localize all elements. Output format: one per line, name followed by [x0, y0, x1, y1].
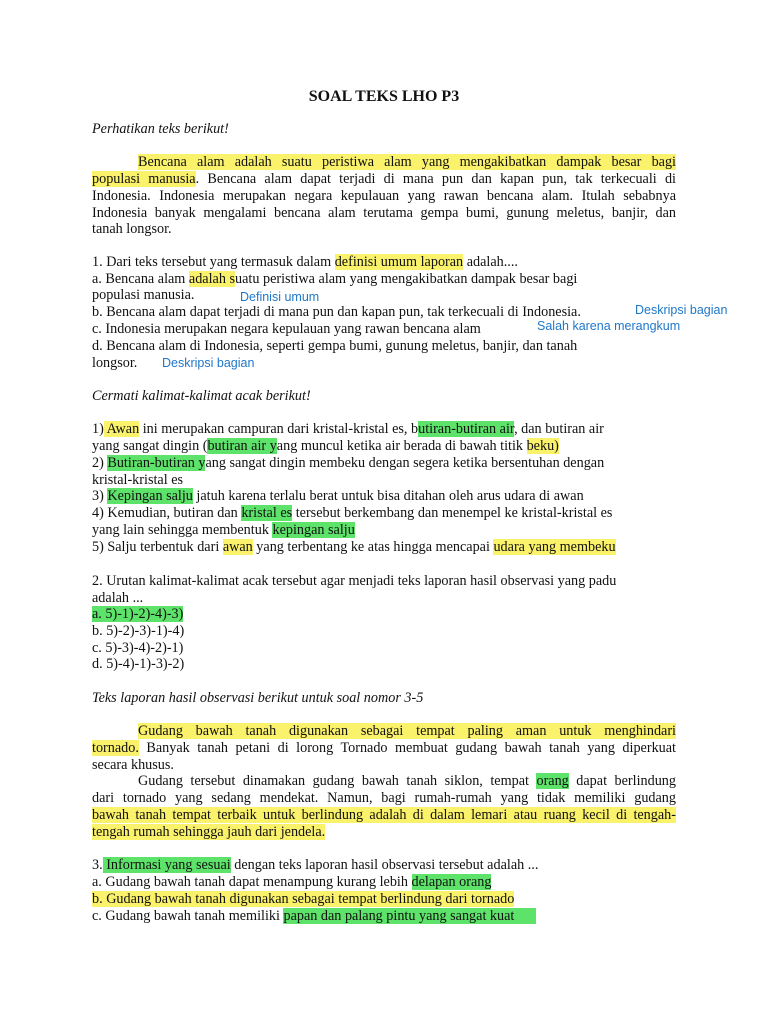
text: 3. [92, 857, 103, 873]
q1-option-b: b. Bencana alam dapat terjadi di mana pun dan kapan pun, tak terkecuali di Indonesia. [92, 304, 581, 320]
q2-option-a [92, 606, 183, 623]
sentence-4 [92, 505, 612, 522]
text: tersebut berkembang dan menempel ke kristal-kristal es [292, 505, 613, 521]
highlight: butiran air y [207, 438, 277, 454]
text: 1. Dari teks tersebut yang termasuk dalam [92, 254, 335, 270]
q3-stem [92, 857, 538, 874]
text: Gudang tersebut dinamakan gudang bawah tanah siklon, tempat [138, 773, 537, 789]
q1-stem [92, 254, 518, 271]
p2-line-5: dari tornado yang sedang mendekat. Namun, bagi rumah-rumah yang tidak memiliki gudang [92, 790, 676, 806]
text: uatu peristiwa alam yang mengakibatkan dampak besar bagi [235, 271, 578, 287]
p2-line-1 [92, 723, 676, 740]
q3-option-a [92, 874, 491, 891]
highlight: papan dan palang pintu yang sangat kuat [283, 908, 536, 924]
text: , dan butiran air [514, 421, 604, 437]
text: ang muncul ketika air berada di bawah titik [276, 438, 527, 454]
text: i atau ruang kecil di tengah- [503, 807, 676, 823]
q2-stem-line-2: adalah ... [92, 590, 144, 606]
text: 2) [92, 455, 108, 471]
text: 3) [92, 488, 108, 504]
q1-option-a-line-2: populasi manusia. [92, 287, 195, 303]
p2-line-3: secara khusus. [92, 757, 174, 773]
q2-option-d: d. 5)-4)-1)-3)-2) [92, 656, 185, 672]
sentence-2-line-2: kristal-kristal es [92, 472, 184, 488]
q1-option-c: c. Indonesia merupakan negara kepulauan yang rawan bencana alam [92, 321, 481, 337]
text: ini merupakan campuran dari kristal-kristal es, b [139, 421, 419, 437]
text: Banyak tanah petani di lorong Tornado membuat gudang bawah tanah yang diperkuat [138, 740, 676, 756]
p2-line-2 [92, 740, 676, 757]
highlight: utiran-butiran air [418, 421, 515, 437]
text: . Bencana alam dapat terjadi di mana pun dan kapan pun, tak terkecuali di [195, 171, 676, 187]
highlight: kepingan salju [272, 522, 355, 538]
highlight: Informasi yang sesuai [102, 857, 231, 873]
highlight: Kepingan salju [107, 488, 193, 504]
highlight: udara yang membeku [493, 539, 616, 555]
p1-line-5: tanah longsor. [92, 221, 172, 237]
highlight: beku) [526, 438, 559, 454]
instruction-2: Cermati kalimat-kalimat acak berikut! [92, 388, 311, 404]
sentence-5 [92, 539, 616, 556]
highlight: b. Gudang bawah tanah digunakan sebagai tempat berlindung dari tornado [92, 891, 515, 907]
text: jatuh karena terlalu berat untuk bisa ditahan oleh arus udara di awan [192, 488, 584, 504]
document-title: SOAL TEKS LHO P3 [308, 88, 460, 105]
sentence-4-line-2 [92, 522, 355, 539]
text: dapat berlindung [568, 773, 676, 789]
p2-line-4 [92, 773, 676, 790]
highlight: awan [222, 539, 253, 555]
sentence-1-line-2 [92, 438, 559, 455]
highlight: orang [536, 773, 569, 789]
highlight: populasi manusia [92, 171, 196, 187]
instruction-1: Perhatikan teks berikut! [92, 121, 229, 137]
annotation-definisi: Definisi umum [240, 290, 320, 304]
text: a. Gudang bawah tanah dapat menampung kurang lebih [92, 874, 412, 890]
q3-option-b [92, 891, 514, 908]
q1-option-d: d. Bencana alam di Indonesia, seperti gempa bumi, gunung meletus, banjir, dan tanah [92, 338, 578, 354]
highlight: kristal es [241, 505, 293, 521]
q1-option-d-line-2: longsor. [92, 355, 138, 371]
highlight: Gudang bawah tanah digunakan sebagai tempat paling aman untuk menghindari [138, 723, 676, 739]
instruction-3: Teks laporan hasil observasi berikut untuk soal nomor 3-5 [92, 690, 424, 706]
p2-line-7 [92, 824, 325, 841]
annotation-deskripsi-b: Deskripsi bagian [635, 303, 728, 317]
q2-stem: 2. Urutan kalimat-kalimat acak tersebut agar menjadi teks laporan hasil observasi yang padu [92, 573, 617, 589]
sentence-2 [92, 455, 604, 472]
annotation-deskripsi-d: Deskripsi bagian [162, 356, 255, 370]
highlight: Butiran-butiran y [107, 455, 206, 471]
p1-line-2 [92, 171, 676, 188]
q2-option-c: c. 5)-3)-4)-2)-1) [92, 640, 184, 656]
highlight: tengah rumah sehingga jauh dari jendela. [92, 824, 326, 840]
p2-line-6 [92, 807, 676, 824]
p1-line-4: Indonesia banyak mengalami bencana alam terutama gempa bumi, gunung meletus, banjir, dan [92, 205, 676, 221]
text: ang sangat dingin membeku dengan segera ketika bersentuhan dengan [205, 455, 605, 471]
highlight: Bencana alam adalah suatu peristiwa alam yang mengakibatkan dampak besar bagi [138, 154, 676, 170]
text: 5) Salju terbentuk dari [92, 539, 223, 555]
text: yang lain sehingga membentuk [92, 522, 273, 538]
text: c. Gudang bawah tanah memiliki [92, 908, 284, 924]
highlight: adalah s [188, 271, 235, 287]
q1-option-a [92, 271, 577, 288]
q3-option-c [92, 908, 536, 925]
highlight: tornado. [92, 740, 139, 756]
text: a. Bencana alam [92, 271, 189, 287]
text: 4) Kemudian, butiran dan [92, 505, 242, 521]
sentence-3 [92, 488, 584, 505]
p1-line-1 [92, 154, 676, 171]
highlight: bawah tanah tempat terbaik untuk berlindung adalah di dalam lemar [92, 807, 504, 823]
text: dengan teks laporan hasil observasi tersebut adalah ... [230, 857, 539, 873]
text: adalah.... [463, 254, 518, 270]
highlight: a. 5)-1)-2)-4)-3) [92, 606, 184, 622]
text: yang sangat dingin ( [92, 438, 208, 454]
text: 1) [92, 421, 104, 437]
p1-line-3: Indonesia. Indonesia merupakan negara kepulauan yang rawan bencana alam. Itulah sebabnya [92, 188, 676, 204]
text: yang terbentang ke atas hingga mencapai [252, 539, 494, 555]
q2-option-b: b. 5)-2)-3)-1)-4) [92, 623, 185, 639]
highlight: Awan [103, 421, 140, 437]
sentence-1 [92, 421, 604, 438]
highlight: definisi umum laporan [334, 254, 464, 270]
highlight: delapan orang [411, 874, 492, 890]
annotation-salah: Salah karena merangkum [537, 319, 681, 333]
